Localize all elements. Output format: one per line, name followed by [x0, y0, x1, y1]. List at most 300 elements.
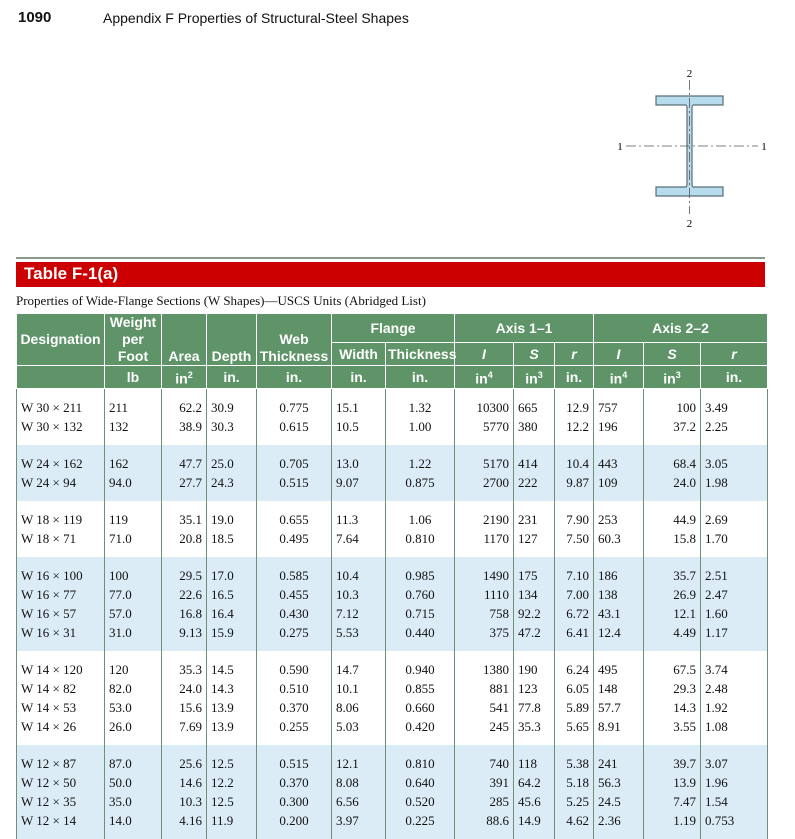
value-cell: 1.54: [701, 792, 768, 811]
value-cell: 2.25: [701, 417, 768, 436]
value-cell: 12.2: [555, 417, 594, 436]
value-cell: 0.810: [386, 754, 455, 773]
value-cell: 1.00: [386, 417, 455, 436]
value-cell: 60.3: [594, 529, 644, 548]
unit-axis2-I: $in^4$: [594, 366, 644, 389]
value-cell: 13.9: [207, 698, 257, 717]
row-spacer: [17, 651, 768, 660]
designation-cell: W 24 × 94: [17, 473, 105, 492]
value-cell: 0.875: [386, 473, 455, 492]
unit-axis1-r: in.: [555, 366, 594, 389]
value-cell: 1.32: [386, 398, 455, 417]
table-row: [17, 510, 768, 529]
value-cell: 2.51: [701, 566, 768, 585]
value-cell: 24.0: [644, 473, 701, 492]
value-cell: 11.3: [332, 510, 386, 529]
row-spacer: [17, 736, 768, 745]
value-cell: 2.48: [701, 679, 768, 698]
value-cell: 14.5: [207, 660, 257, 679]
value-cell: 0.420: [386, 717, 455, 736]
i-beam-cross-section-figure: [612, 66, 772, 236]
value-cell: 3.07: [701, 754, 768, 773]
value-cell: 47.7: [162, 454, 207, 473]
value-cell: 190: [514, 660, 555, 679]
value-cell: 162: [105, 454, 162, 473]
unit-weight: lb: [105, 366, 162, 389]
value-cell: 1380: [455, 660, 514, 679]
unit-flange-thickness: in.: [386, 366, 455, 389]
row-spacer: [17, 830, 768, 839]
value-cell: 285: [455, 792, 514, 811]
value-cell: 0.585: [257, 566, 332, 585]
designation-cell: W 14 × 53: [17, 698, 105, 717]
value-cell: 10300: [455, 398, 514, 417]
unit-axis2-S: $in^3$: [644, 366, 701, 389]
table-row: [17, 623, 768, 642]
value-cell: 35.0: [105, 792, 162, 811]
value-cell: 19.0: [207, 510, 257, 529]
designation-cell: W 14 × 82: [17, 679, 105, 698]
value-cell: 245: [455, 717, 514, 736]
value-cell: 1.92: [701, 698, 768, 717]
value-cell: 11.9: [207, 811, 257, 830]
value-cell: 3.55: [644, 717, 701, 736]
value-cell: 1170: [455, 529, 514, 548]
header-axis-1: Axis 1–1: [455, 314, 594, 343]
value-cell: 3.74: [701, 660, 768, 679]
designation-cell: W 30 × 211: [17, 398, 105, 417]
value-cell: 9.13: [162, 623, 207, 642]
axis-label-left: 1: [617, 141, 623, 153]
value-cell: 25.0: [207, 454, 257, 473]
value-cell: 100: [644, 398, 701, 417]
value-cell: 4.49: [644, 623, 701, 642]
value-cell: 0.430: [257, 604, 332, 623]
value-cell: 30.9: [207, 398, 257, 417]
value-cell: 88.6: [455, 811, 514, 830]
designation-cell: W 16 × 31: [17, 623, 105, 642]
value-cell: 35.1: [162, 510, 207, 529]
value-cell: 12.5: [207, 792, 257, 811]
value-cell: 10.4: [332, 566, 386, 585]
row-spacer: [17, 492, 768, 501]
value-cell: 7.64: [332, 529, 386, 548]
value-cell: 0.760: [386, 585, 455, 604]
value-cell: 1.17: [701, 623, 768, 642]
value-cell: 4.62: [555, 811, 594, 830]
value-cell: 24.5: [594, 792, 644, 811]
w-shapes-table: [16, 313, 768, 839]
value-cell: 100: [105, 566, 162, 585]
value-cell: 0.255: [257, 717, 332, 736]
value-cell: 14.7: [332, 660, 386, 679]
table-row: [17, 417, 768, 436]
value-cell: 43.1: [594, 604, 644, 623]
value-cell: 26.0: [105, 717, 162, 736]
value-cell: 15.9: [207, 623, 257, 642]
value-cell: 443: [594, 454, 644, 473]
header-axis2-S: S: [644, 343, 701, 366]
value-cell: 0.370: [257, 773, 332, 792]
value-cell: 5.03: [332, 717, 386, 736]
header-axis1-r: r: [555, 343, 594, 366]
value-cell: 47.2: [514, 623, 555, 642]
value-cell: 118: [514, 754, 555, 773]
value-cell: 2.36: [594, 811, 644, 830]
value-cell: 45.6: [514, 792, 555, 811]
designation-cell: W 24 × 162: [17, 454, 105, 473]
value-cell: 3.05: [701, 454, 768, 473]
value-cell: 1.19: [644, 811, 701, 830]
value-cell: 14.6: [162, 773, 207, 792]
value-cell: 12.1: [644, 604, 701, 623]
table-row: [17, 566, 768, 585]
value-cell: 94.0: [105, 473, 162, 492]
value-cell: 2.47: [701, 585, 768, 604]
value-cell: 56.3: [594, 773, 644, 792]
table-row: [17, 811, 768, 830]
value-cell: 29.3: [644, 679, 701, 698]
value-cell: 0.660: [386, 698, 455, 717]
table-body: [17, 389, 768, 839]
value-cell: 2.69: [701, 510, 768, 529]
value-cell: 7.10: [555, 566, 594, 585]
value-cell: 0.495: [257, 529, 332, 548]
value-cell: 20.8: [162, 529, 207, 548]
value-cell: 0.640: [386, 773, 455, 792]
value-cell: 7.00: [555, 585, 594, 604]
header-axis1-S: S: [514, 343, 555, 366]
value-cell: 0.590: [257, 660, 332, 679]
value-cell: 541: [455, 698, 514, 717]
value-cell: 9.07: [332, 473, 386, 492]
value-cell: 495: [594, 660, 644, 679]
value-cell: 0.753: [701, 811, 768, 830]
value-cell: 10.1: [332, 679, 386, 698]
value-cell: 44.9: [644, 510, 701, 529]
value-cell: 6.72: [555, 604, 594, 623]
value-cell: 253: [594, 510, 644, 529]
value-cell: 0.520: [386, 792, 455, 811]
value-cell: 12.5: [207, 754, 257, 773]
unit-flange-width: in.: [332, 366, 386, 389]
value-cell: 87.0: [105, 754, 162, 773]
value-cell: 6.05: [555, 679, 594, 698]
designation-cell: W 12 × 50: [17, 773, 105, 792]
value-cell: 18.5: [207, 529, 257, 548]
value-cell: 7.12: [332, 604, 386, 623]
value-cell: 222: [514, 473, 555, 492]
value-cell: 0.370: [257, 698, 332, 717]
row-spacer: [17, 389, 768, 399]
value-cell: 1110: [455, 585, 514, 604]
table-title: Table F-1(a): [24, 264, 118, 284]
designation-cell: W 14 × 26: [17, 717, 105, 736]
axis-label-bottom: 2: [687, 218, 693, 230]
value-cell: 1.70: [701, 529, 768, 548]
unit-area: $in^2$: [162, 366, 207, 389]
table-row: [17, 754, 768, 773]
value-cell: 15.1: [332, 398, 386, 417]
value-cell: 0.775: [257, 398, 332, 417]
header-axis2-I: I: [594, 343, 644, 366]
axis-label-top: 2: [687, 68, 693, 80]
value-cell: 15.6: [162, 698, 207, 717]
value-cell: 109: [594, 473, 644, 492]
header-weight: Weight per Foot: [105, 314, 162, 366]
value-cell: 231: [514, 510, 555, 529]
header-flange-thickness: Thickness: [386, 343, 455, 366]
table-title-band: [16, 262, 765, 287]
row-spacer: [17, 642, 768, 651]
value-cell: 134: [514, 585, 555, 604]
running-title: Appendix F Properties of Structural-Steel Shapes: [103, 10, 409, 26]
value-cell: 82.0: [105, 679, 162, 698]
value-cell: 0.300: [257, 792, 332, 811]
value-cell: 24.3: [207, 473, 257, 492]
value-cell: 67.5: [644, 660, 701, 679]
value-cell: 53.0: [105, 698, 162, 717]
value-cell: 17.0: [207, 566, 257, 585]
value-cell: 0.440: [386, 623, 455, 642]
unit-web: in.: [257, 366, 332, 389]
value-cell: 0.515: [257, 473, 332, 492]
table-row: [17, 585, 768, 604]
designation-cell: W 12 × 35: [17, 792, 105, 811]
table-row: [17, 792, 768, 811]
units-designation: [17, 366, 105, 389]
value-cell: 211: [105, 398, 162, 417]
designation-cell: W 16 × 77: [17, 585, 105, 604]
value-cell: 29.5: [162, 566, 207, 585]
designation-cell: W 16 × 57: [17, 604, 105, 623]
axis-label-right: 1: [761, 141, 767, 153]
value-cell: 123: [514, 679, 555, 698]
value-cell: 8.08: [332, 773, 386, 792]
value-cell: 68.4: [644, 454, 701, 473]
header-flange-width: Width: [332, 343, 386, 366]
value-cell: 0.510: [257, 679, 332, 698]
value-cell: 0.810: [386, 529, 455, 548]
value-cell: 0.985: [386, 566, 455, 585]
value-cell: 14.3: [207, 679, 257, 698]
value-cell: 8.06: [332, 698, 386, 717]
value-cell: 50.0: [105, 773, 162, 792]
value-cell: 127: [514, 529, 555, 548]
value-cell: 380: [514, 417, 555, 436]
value-cell: 13.0: [332, 454, 386, 473]
unit-axis1-S: $in^3$: [514, 366, 555, 389]
table-row: [17, 398, 768, 417]
value-cell: 35.7: [644, 566, 701, 585]
value-cell: 16.5: [207, 585, 257, 604]
value-cell: 5770: [455, 417, 514, 436]
value-cell: 12.4: [594, 623, 644, 642]
value-cell: 10.5: [332, 417, 386, 436]
row-spacer: [17, 501, 768, 510]
table-row: [17, 529, 768, 548]
header-web-thickness: Web Thickness: [257, 314, 332, 366]
header-depth: Depth: [207, 314, 257, 366]
value-cell: 1.22: [386, 454, 455, 473]
value-cell: 62.2: [162, 398, 207, 417]
value-cell: 138: [594, 585, 644, 604]
value-cell: 758: [455, 604, 514, 623]
value-cell: 5.53: [332, 623, 386, 642]
value-cell: 881: [455, 679, 514, 698]
value-cell: 7.90: [555, 510, 594, 529]
value-cell: 7.50: [555, 529, 594, 548]
value-cell: 6.24: [555, 660, 594, 679]
value-cell: 35.3: [514, 717, 555, 736]
value-cell: 30.3: [207, 417, 257, 436]
table-row: [17, 473, 768, 492]
row-spacer: [17, 436, 768, 445]
value-cell: 27.7: [162, 473, 207, 492]
value-cell: 10.3: [162, 792, 207, 811]
unit-axis2-r: in.: [701, 366, 768, 389]
value-cell: 2190: [455, 510, 514, 529]
row-spacer: [17, 557, 768, 566]
value-cell: 5.18: [555, 773, 594, 792]
designation-cell: W 14 × 120: [17, 660, 105, 679]
value-cell: 26.9: [644, 585, 701, 604]
value-cell: 12.2: [207, 773, 257, 792]
row-spacer: [17, 548, 768, 557]
value-cell: 1490: [455, 566, 514, 585]
value-cell: 0.225: [386, 811, 455, 830]
value-cell: 0.655: [257, 510, 332, 529]
value-cell: 148: [594, 679, 644, 698]
table-row: [17, 604, 768, 623]
value-cell: 375: [455, 623, 514, 642]
value-cell: 16.4: [207, 604, 257, 623]
table-row: [17, 679, 768, 698]
value-cell: 38.9: [162, 417, 207, 436]
table-row: [17, 698, 768, 717]
value-cell: 0.940: [386, 660, 455, 679]
value-cell: 1.06: [386, 510, 455, 529]
value-cell: 665: [514, 398, 555, 417]
value-cell: 1.60: [701, 604, 768, 623]
value-cell: 132: [105, 417, 162, 436]
value-cell: 92.2: [514, 604, 555, 623]
designation-cell: W 18 × 71: [17, 529, 105, 548]
designation-cell: W 30 × 132: [17, 417, 105, 436]
unit-axis1-I: $in^4$: [455, 366, 514, 389]
value-cell: 175: [514, 566, 555, 585]
value-cell: 414: [514, 454, 555, 473]
value-cell: 119: [105, 510, 162, 529]
designation-cell: W 18 × 119: [17, 510, 105, 529]
table-caption: Properties of Wide-Flange Sections (W Shapes)—USCS Units (Abridged List): [16, 293, 426, 309]
value-cell: 1.98: [701, 473, 768, 492]
value-cell: 37.2: [644, 417, 701, 436]
value-cell: 16.8: [162, 604, 207, 623]
value-cell: 5.65: [555, 717, 594, 736]
value-cell: 0.455: [257, 585, 332, 604]
value-cell: 22.6: [162, 585, 207, 604]
value-cell: 0.855: [386, 679, 455, 698]
value-cell: 740: [455, 754, 514, 773]
value-cell: 0.275: [257, 623, 332, 642]
value-cell: 1.08: [701, 717, 768, 736]
value-cell: 13.9: [207, 717, 257, 736]
value-cell: 7.47: [644, 792, 701, 811]
value-cell: 14.9: [514, 811, 555, 830]
value-cell: 391: [455, 773, 514, 792]
value-cell: 13.9: [644, 773, 701, 792]
value-cell: 15.8: [644, 529, 701, 548]
value-cell: 7.69: [162, 717, 207, 736]
value-cell: 25.6: [162, 754, 207, 773]
value-cell: 64.2: [514, 773, 555, 792]
header-flange: Flange: [332, 314, 455, 343]
value-cell: 6.41: [555, 623, 594, 642]
value-cell: 5.89: [555, 698, 594, 717]
unit-depth: in.: [207, 366, 257, 389]
value-cell: 71.0: [105, 529, 162, 548]
row-spacer: [17, 445, 768, 454]
table-row: [17, 454, 768, 473]
table-row: [17, 717, 768, 736]
value-cell: 4.16: [162, 811, 207, 830]
value-cell: 10.4: [555, 454, 594, 473]
designation-cell: W 16 × 100: [17, 566, 105, 585]
value-cell: 5.38: [555, 754, 594, 773]
table-row: [17, 773, 768, 792]
value-cell: 0.705: [257, 454, 332, 473]
header-axis1-I: I: [455, 343, 514, 366]
value-cell: 10.3: [332, 585, 386, 604]
value-cell: 241: [594, 754, 644, 773]
value-cell: 12.1: [332, 754, 386, 773]
value-cell: 24.0: [162, 679, 207, 698]
section-rule: [16, 257, 765, 259]
value-cell: 1.96: [701, 773, 768, 792]
value-cell: 14.0: [105, 811, 162, 830]
header-row-1: [17, 314, 768, 343]
value-cell: 0.515: [257, 754, 332, 773]
designation-cell: W 12 × 14: [17, 811, 105, 830]
value-cell: 196: [594, 417, 644, 436]
value-cell: 12.9: [555, 398, 594, 417]
value-cell: 3.49: [701, 398, 768, 417]
value-cell: 757: [594, 398, 644, 417]
value-cell: 57.0: [105, 604, 162, 623]
value-cell: 0.200: [257, 811, 332, 830]
row-spacer: [17, 745, 768, 754]
header-axis-2: Axis 2–2: [594, 314, 768, 343]
value-cell: 0.615: [257, 417, 332, 436]
value-cell: 186: [594, 566, 644, 585]
value-cell: 5170: [455, 454, 514, 473]
value-cell: 31.0: [105, 623, 162, 642]
designation-cell: W 12 × 87: [17, 754, 105, 773]
value-cell: 3.97: [332, 811, 386, 830]
table-row: [17, 660, 768, 679]
value-cell: 77.0: [105, 585, 162, 604]
value-cell: 5.25: [555, 792, 594, 811]
value-cell: 0.715: [386, 604, 455, 623]
value-cell: 120: [105, 660, 162, 679]
units-row: [17, 366, 768, 389]
value-cell: 8.91: [594, 717, 644, 736]
value-cell: 39.7: [644, 754, 701, 773]
value-cell: 6.56: [332, 792, 386, 811]
page-number: 1090: [18, 9, 51, 26]
value-cell: 2700: [455, 473, 514, 492]
